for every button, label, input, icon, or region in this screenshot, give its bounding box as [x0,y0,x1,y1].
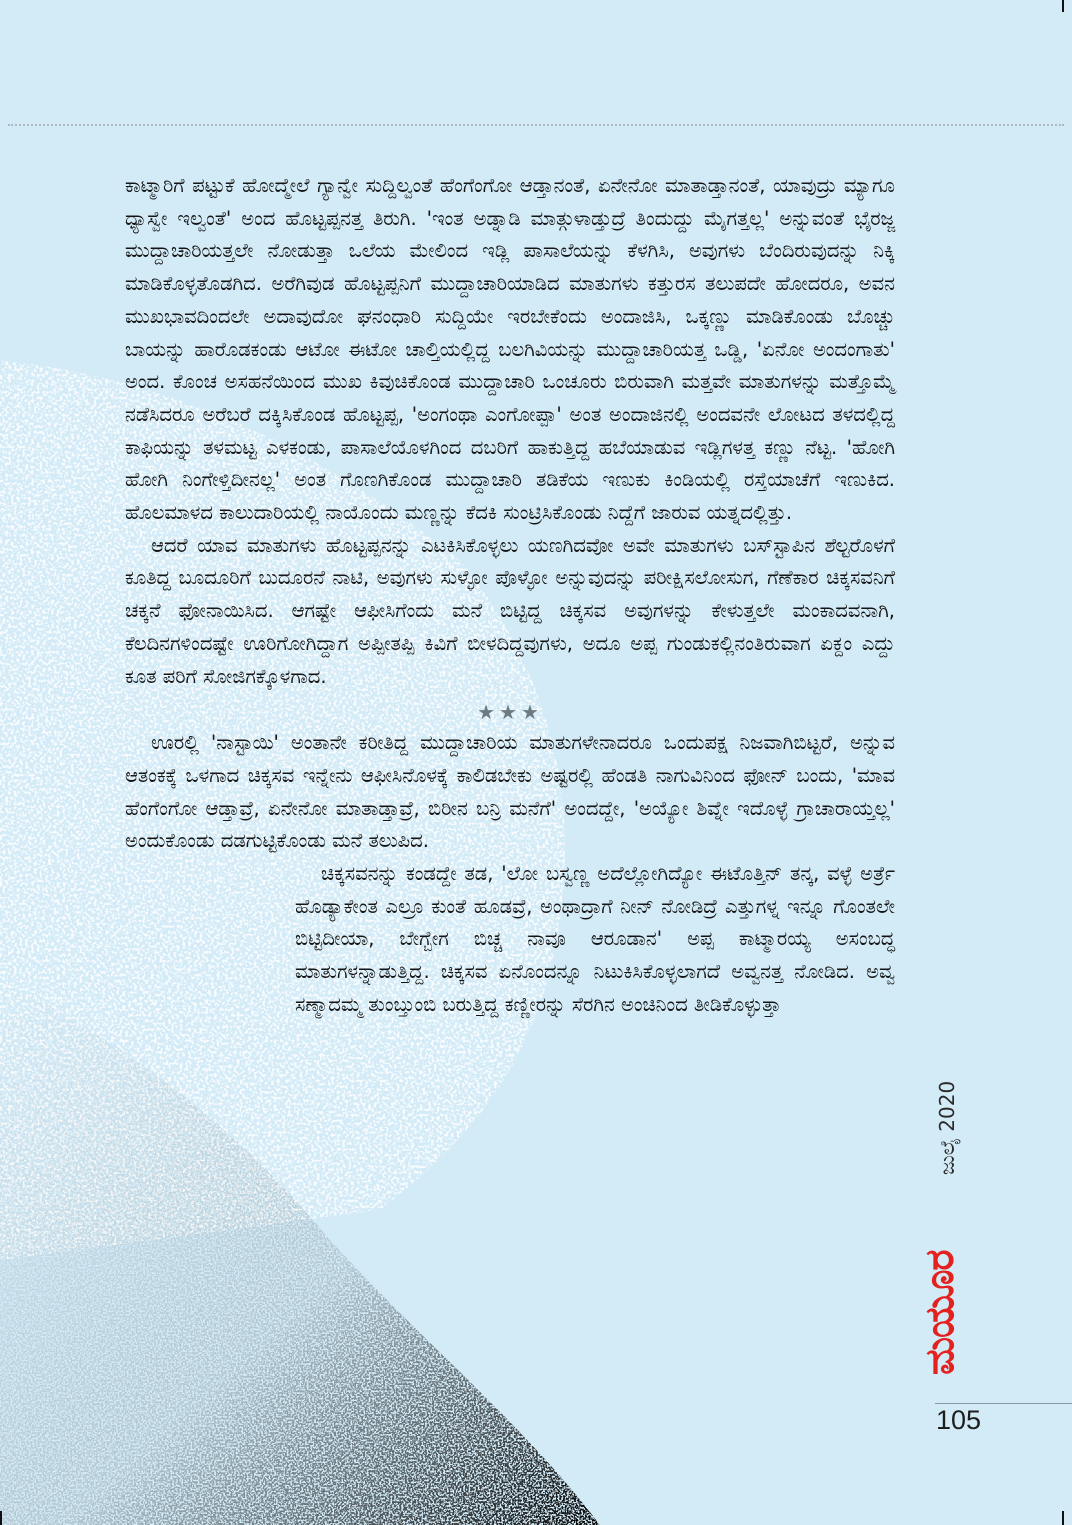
paragraph-4: ಚಿಕ್ಕಸವನನ್ನು ಕಂಡದ್ದೇ ತಡ, 'ಲೋ ಬಸ್ವಣ್ಣ ಅದೆಲ್ಲೋಗಿದ್ಯೋ ಈಟೊತ್ತಿನ್ ತನ್ಕ, ವಳ್ಳೆ ಅರ್ತ್ರೆ ಹೊಡ್ಯಾಕೇಂತ ಎಲ್ರೂ ಕುಂತೆ ಹೂಡವ್ರೆ, ಅಂಥಾದ್ರಾಗೆ ನೀನ್ ನೋಡಿದ್ರೆ ಎತ್ತುಗಳ್ನ ಇನ್ನೂ ಗೊಂತಲೇ ಬಿಟ್ಟಿದೀಯಾ, ಬೇಗ್ಬೇಗ ಬಿಚ್ಚ ನಾವೂ ಆರೂಡಾನ' ಅಪ್ಪ ಕಾಟ್ಮಾರಯ್ಯ ಅಸಂಬದ್ಧ ಮಾತುಗಳನ್ನಾಡುತ್ತಿದ್ದ. ಚಿಕ್ಕಸವ ಏನೊಂದನ್ನೂ ನಿಟುಕಿಸಿಕೊಳ್ಳಲಾಗದೆ ಅವ್ವನತ್ತ ನೋಡಿದ. ಅವ್ವ ಸಣ್ಮಾದಮ್ಮ ತುಂಬ್ತುಂಬಿ ಬರುತ್ತಿದ್ದ ಕಣ್ಣೀರನ್ನು ಸೆರಗಿನ ಅಂಚಿನಿಂದ ತೀಡಿಕೊಳ್ಳುತ್ತಾ [295,862,895,1016]
header-dotted-rule [8,124,1064,126]
page-number: 105 [936,1405,982,1435]
section-separator: ★★★ [477,700,543,725]
paragraph-3: ಊರಲ್ಲಿ 'ನಾಸ್ಟಾಯಿ' ಅಂತಾನೇ ಕರೀತಿದ್ದ ಮುದ್ದಾಚಾರಿಯ ಮಾತುಗಳೇನಾದರೂ ಒಂದುಪಕ್ಷ ನಿಜವಾಗಿಬಿಟ್ಟರೆ, ಅನ್ನುವ ಆತಂಕಕ್ಕೆ ಒಳಗಾದ ಚಿಕ್ಕಸವ ಇನ್ನೇನು ಆಫೀಸಿನೊಳಕ್ಕೆ ಕಾಲಿಡಬೇಕು ಅಷ್ಟರಲ್ಲಿ ಹೆಂಡತಿ ನಾಗುವಿನಿಂದ ಫೋನ್ ಬಂದು, 'ಮಾವ ಹೆಂಗೆಂಗೋ ಆಡ್ತಾವ್ರೆ, ಏನೇನೋ ಮಾತಾಡ್ತಾವ್ರೆ, ಬಿರೀನ ಬನ್ರಿ ಮನೆಗೆ' ಅಂದದ್ದೇ, 'ಅಯ್ಯೋ ಶಿವ್ನೇ ಇದೊಳ್ಳೆ ಗ್ರಾಚಾರಾಯ್ತಲ್ಲ' ಅಂದುಕೊಂಡು ದಡಗುಟ್ಟಿಕೊಂಡು ಮನೆ ತಲುಪಿದ. [125,731,895,853]
crop-mark [1062,0,1064,12]
issue-date: ಜುಲೈ 2020 [935,1080,959,1175]
magazine-logo: ಮಯೂರ [917,1250,963,1375]
footer-rule [935,1403,1072,1404]
paragraph-1: ಕಾಟ್ಮಾರಿಗೆ ಪಟ್ಟುಕೆ ಹೋದ್ಮೇಲೆ ಗ್ಯಾನ್ವೇ ಸುದ್ದಿಲ್ವಂತೆ ಹೆಂಗೆಂಗೋ ಆಡ್ತಾನಂತೆ, ಏನೇನೋ ಮಾತಾಡ್ತಾನಂತೆ, ಯಾವುದ್ರು ಮ್ಯಾಗೂ ಧ್ಯಾಸ್ವೇ ಇಲ್ವಂತೆ' ಅಂದ ಹೊಟ್ಟಪ್ಪನತ್ತ ತಿರುಗಿ. 'ಇಂತ ಅಡ್ನಾಡಿ ಮಾತ್ಗುಳಾಡ್ತುದ್ರೆ ತಿಂದುದ್ದು ಮೈಗತ್ತಲ್ಲ' ಅನ್ನುವಂತೆ ಭೈರಜ್ಜ ಮುದ್ದಾಚಾರಿಯತ್ತಲೇ ನೋಡುತ್ತಾ ಒಲೆಯ ಮೇಲಿಂದ ಇಡ್ಲಿ ಪಾಸಾಲೆಯನ್ನು ಕೆಳಗಿಸಿ, ಅವುಗಳು ಬೆಂದಿರುವುದನ್ನು ನಿಕ್ಕಿ ಮಾಡಿಕೊಳ್ಳತೊಡಗಿದ. ಅರೆಗಿವುಡ ಹೊಟ್ಟಪ್ಪನಿಗೆ ಮುದ್ದಾಚಾರಿಯಾಡಿದ ಮಾತುಗಳು ಕತ್ತುರಸ ತಲುಪದೇ ಹೋದರೂ, ಅವನ ಮುಖಭಾವದಿಂದಲೇ ಅದಾವುದೋ ಘನಂಧಾರಿ ಸುದ್ದಿಯೇ ಇರಬೇಕೆಂದು ಅಂದಾಜಿಸಿ, ಒಕ್ಕಣ್ಣು ಮಾಡಿಕೊಂಡು ಬೊಚ್ಚು ಬಾಯನ್ನು ಹಾರೊಡಕಂಡು ಆಟೋ ಈಟೋ ಚಾಲ್ತಿಯಲ್ಲಿದ್ದ ಬಲಗಿವಿಯನ್ನು ಮುದ್ದಾಚಾರಿಯತ್ತ ಒಡ್ಡಿ, 'ಏನೋ ಅಂದಂಗಾತು' ಅಂದ. ಕೊಂಚ ಅಸಹನೆಯಿಂದ ಮುಖ ಕಿವುಚಿಕೊಂಡ ಮುದ್ದಾಚಾರಿ ಒಂಚೂರು ಬಿರುವಾಗಿ ಮತ್ತವೇ ಮಾತುಗಳನ್ನು ಮತ್ತೊಮ್ಮೆ ನಡೆಸಿದರೂ ಅರೆಬರೆ ದಕ್ಕಿಸಿಕೊಂಡ ಹೊಟ್ಟಪ್ಪ, 'ಅಂಗಂಥಾ ಎಂಗೋಪ್ಪಾ' ಅಂತ ಅಂದಾಜಿನಲ್ಲಿ ಅಂದವನೇ ಲೋಟದ ತಳದಲ್ಲಿದ್ದ ಕಾಫಿಯನ್ನು ತಳಮಟ್ಟ ಎಳಕಂಡು, ಪಾಸಾಲೆಯೊಳಗಿಂದ ದಬರಿಗೆ ಹಾಕುತ್ತಿದ್ದ ಹಬೆಯಾಡುವ ಇಡ್ಲಿಗಳತ್ತ ಕಣ್ಣು ನೆಟ್ಟ. 'ಹೋಗಿ ಹೋಗಿ ನಿಂಗೇಳ್ತಿದೀನಲ್ಲ' ಅಂತ ಗೊಣಗಿಕೊಂಡ ಮುದ್ದಾಚಾರಿ ತಡಿಕೆಯ ಇಣುಕು ಕಿಂಡಿಯಲ್ಲಿ ರಸ್ತೆಯಾಚೆಗೆ ಇಣುಕಿದ. ಹೊಲಮಾಳದ ಕಾಲುದಾರಿಯಲ್ಲಿ ನಾಯೊಂದು ಮಣ್ಣನ್ನು ಕೆದಕಿ ಸುಂಟ್ರಿಸಿಕೊಂಡು ನಿದ್ದೆಗೆ ಜಾರುವ ಯತ್ನದಲ್ಲಿತ್ತು. [125,174,895,525]
crop-mark [0,1511,2,1525]
story-body [125,170,895,1022]
paragraph-2: ಆದರೆ ಯಾವ ಮಾತುಗಳು ಹೊಟ್ಟಪ್ಪನನ್ನು ಎಟಕಿಸಿಕೊಳ್ಳಲು ಯಣಗಿದವೋ ಅವೇ ಮಾತುಗಳು ಬಸ್‌ಸ್ಟಾಪಿನ ಶೆಲ್ಟರೊಳಗೆ ಕೂತಿದ್ದ ಬೂದೂರಿಗೆ ಬುದೂರನೆ ನಾಟಿ, ಅವುಗಳು ಸುಳ್ಳೋ ಪೊಳ್ಳೋ ಅನ್ನುವುದನ್ನು ಪರೀಕ್ಷಿಸಲೋಸುಗ, ಗೆಣೆಕಾರ ಚಿಕ್ಕಸವನಿಗೆ ಚಕ್ಕನೆ ಫೋನಾಯಿಸಿದ. ಆಗಷ್ಟೇ ಆಫೀಸಿಗೆಂದು ಮನೆ ಬಿಟ್ಟಿದ್ದ ಚಿಕ್ಕಸವ ಅವುಗಳನ್ನು ಕೇಳುತ್ತಲೇ ಮಂಕಾದವನಾಗಿ, ಕೆಲದಿನಗಳಿಂದಷ್ಟೇ ಊರಿಗೋಗಿದ್ದಾಗ ಅಪ್ಪೀತಪ್ಪಿ ಕಿವಿಗೆ ಬೀಳದಿದ್ದವುಗಳು, ಅದೂ ಅಪ್ಪ ಗುಂಡುಕಲ್ಲಿನಂತಿರುವಾಗ ಏಕ್ದಂ ಎದ್ದು ಕೂತ ಪರಿಗೆ ಸೋಜಿಗಕ್ಕೊಳಗಾದ. [125,533,895,688]
crop-mark [1062,1511,1064,1525]
